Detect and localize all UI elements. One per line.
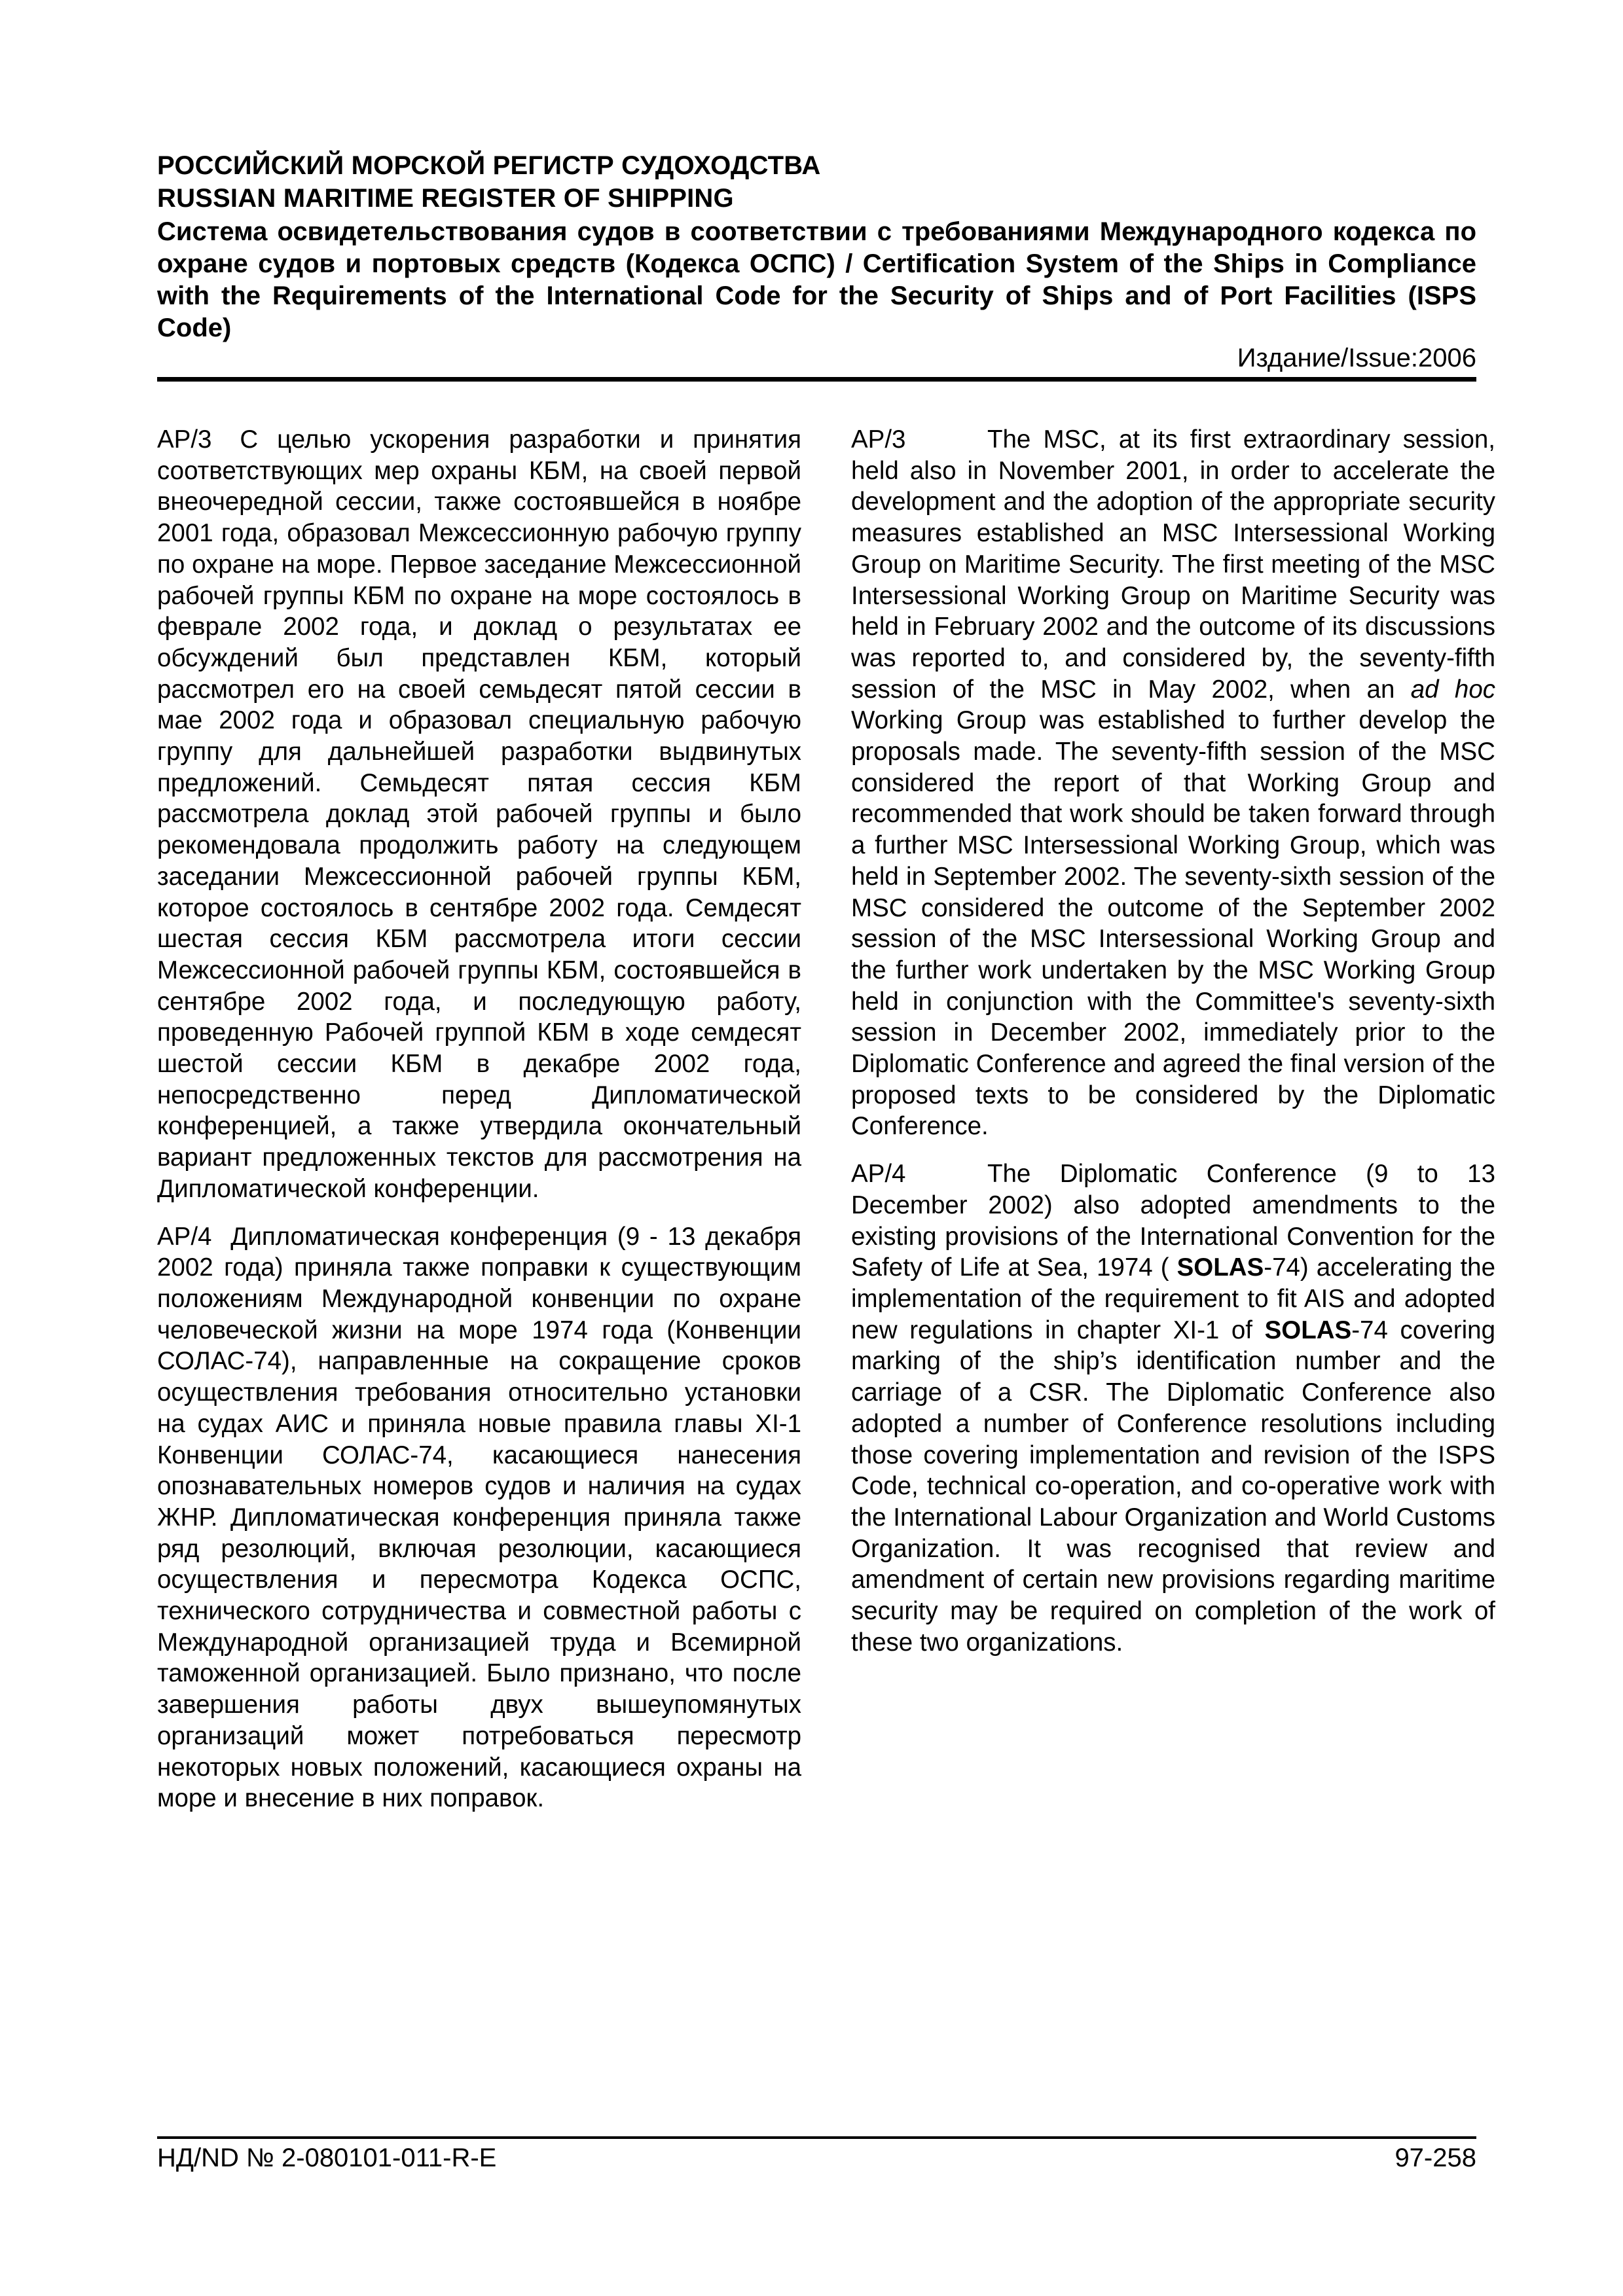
paragraph-ap3-ru <box>157 424 801 1205</box>
header-title-ru: РОССИЙСКИЙ МОРСКОЙ РЕГИСТР СУДОХОДСТВА <box>157 151 821 180</box>
paragraph-text: -74) accelerating the implementation of the requirement to fit AIS and adopted new regulations in chapter XI-1 of <box>851 1253 1495 1344</box>
paragraph-text: Working Group was established to further develop the proposals made. The seventy-fifth session of the MSC considered the report of that Working Group and recommended that work should be taken forward through a further MSC Intersessional Working Group, which was held in September 2002. The seventy-sixth session of the MSC considered the outcome of the September 2002 session of the MSC Intersessional Working Group and the further work undertaken by the MSC Working Group held in conjunction with the Committee's seventy-sixth session in December 2002, immediately prior to the Diplomatic Conference and agreed the final version of the proposed texts to be considered by the Diplomatic Conference. <box>851 706 1495 1141</box>
header-subtitle: Система освидетельствования судов в соответствии с требованиями Международного кодекса по охране судов и портовых средств (Кодекса ОСПС) / Certification System of the Ships in Compliance with the Requirements of the International Code for the Security of Ships and of Port Facilities (ISPS Code) <box>157 217 1476 342</box>
paragraph-number: AP/3 <box>851 425 906 454</box>
paragraph-number: AP/4 <box>157 1222 212 1251</box>
bold-term: SOLAS <box>1176 1253 1264 1282</box>
footer-document-number: НД/ND № 2-080101-011-R-E <box>157 2144 497 2172</box>
paragraph-number: AP/4 <box>851 1160 906 1189</box>
right-column-english <box>851 424 1495 1674</box>
paragraph-ap4-ru <box>157 1221 801 1814</box>
italic-term: ad hoc <box>1410 675 1495 704</box>
paragraph-text: The Diplomatic Conference (9 to 13 December 2002) also adopted amendments to the existing provisions of the International Convention for the Safety of Life at Sea, 1974 ( <box>851 1160 1495 1282</box>
paragraph-ap4-en <box>851 1158 1495 1658</box>
header-divider <box>157 377 1476 382</box>
page-header <box>157 149 1476 372</box>
paragraph-number: AP/3 <box>157 425 212 454</box>
header-title-en: RUSSIAN MARITIME REGISTER OF SHIPPING <box>157 184 734 213</box>
footer-page-number: 97-258 <box>1395 2144 1476 2172</box>
paragraph-text: -74 covering marking of the ship’s identification number and the carriage of a CSR. The Diplomatic Conference also adopted a number of Conference resolutions including those covering implementation and revision of the ISPS Code, technical co-operation, and co-operative work with the International Labour Organization and World Customs Organization. It was recognised that review and amendment of certain new provisions regarding maritime security may be required on completion of the work of these two organizations. <box>851 1316 1495 1657</box>
left-column-russian <box>157 424 801 1831</box>
paragraph-text: The MSC, at its first extraordinary session, held also in November 2001, in order to accelerate the development and the adoption of the appropriate security measures established an MSC Intersessional Working Group on Maritime Security. The first meeting of the MSC Intersessional Working Group on Maritime Security was held in February 2002 and the outcome of its discussions was reported to, and considered by, the seventy-fifth session of the MSC in May 2002, when an <box>851 425 1495 704</box>
bold-term: SOLAS <box>1264 1316 1352 1344</box>
header-issue: Издание/Issue:2006 <box>1237 344 1476 372</box>
paragraph-ap3-en <box>851 424 1495 1142</box>
footer-divider <box>157 2136 1476 2139</box>
paragraph-text: С целью ускорения разработки и принятия соответствующих мер охраны КБМ, на своей первой внеочередной сессии, также состоявшейся в ноябре 2001 года, образовал Межсессионную рабочую группу по охране на море. Первое заседание Межсессионной рабочей группы КБМ по охране на море состоялось в феврале 2002 года, и доклад о результатах ее обсуждений был представлен КБМ, который рассмотрел его на своей семьдесят пятой сессии в мае 2002 года и образовал специальную рабочую группу для дальнейшей разработки выдвинутых предложений. Семьдесят пятая сессия КБМ рассмотрела доклад этой рабочей группы и было рекомендовала продолжить работу на следующем заседании Межсессионной рабочей группы КБМ, которое состоялось в сентябре 2002 года. Семдесят шестая сессия КБМ рассмотрела итоги сессии Межсессионной рабочей группы КБМ, состоявшейся в сентябре 2002 года, и последующую работу, проведенную Рабочей группой КБМ в ходе семдесят шестой сессии КБМ в декабре 2002 года, непосредственно перед Дипломатической конференцией, а также утвердила окончательный вариант предложенных текстов для рассмотрения на Дипломатической конференции. <box>157 425 802 1203</box>
paragraph-text: Дипломатическая конференция (9 - 13 декабря 2002 года) приняла также поправки к существующим положениям Международной конвенции по охране человеческой жизни на море 1974 года (Конвенции СОЛАС-74), направленные на сокращение сроков осуществления требования относительно установки на судах АИС и приняла новые правила главы XI-1 Конвенции СОЛАС-74, касающиеся нанесения опознавательных номеров судов и наличия на судах ЖНР. Дипломатическая конференция приняла также ряд резолюций, включая резолюции, касающиеся осуществления и пересмотра Кодекса ОСПС, технического сотрудничества и совместной работы с Международной организацией труда и Всемирной таможенной организацией. Было признано, что после завершения работы двух вышеупомянутых организаций может потребоваться пересмотр некоторых новых положений, касающиеся охраны на море и внесение в них поправок. <box>157 1222 801 1813</box>
